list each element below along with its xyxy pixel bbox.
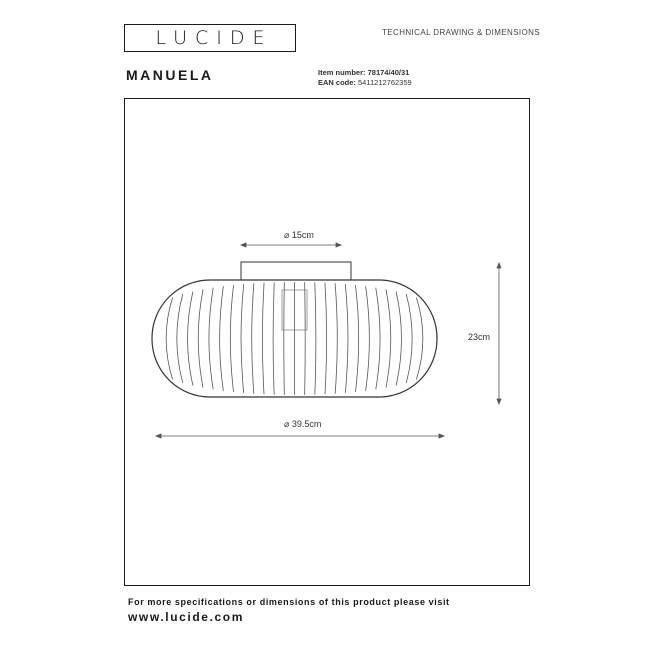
mount-diameter-arrow: [241, 243, 341, 247]
product-name: MANUELA: [126, 67, 214, 83]
height-label: 23cm: [468, 332, 491, 342]
logo-text: LUCIDE: [155, 27, 273, 49]
footer-info-text: For more specifications or dimensions of this product please visit: [128, 597, 450, 607]
mount-diameter-label: ⌀ 15cm: [284, 230, 314, 240]
ceiling-mount: [241, 262, 351, 282]
item-number-value: 78174/40/31: [367, 68, 410, 77]
footer-website-link[interactable]: www.lucide.com: [128, 610, 244, 624]
ean-label: EAN code:: [318, 78, 356, 87]
document-type: TECHNICAL DRAWING & DIMENSIONS: [382, 28, 541, 37]
height-arrow: [497, 263, 501, 404]
shade-diameter-label: ⌀ 39.5cm: [284, 419, 322, 429]
item-number-label: Item number:: [318, 68, 366, 77]
ean-value: 5411212762359: [358, 78, 412, 87]
shade-diameter-arrow: [156, 434, 444, 438]
